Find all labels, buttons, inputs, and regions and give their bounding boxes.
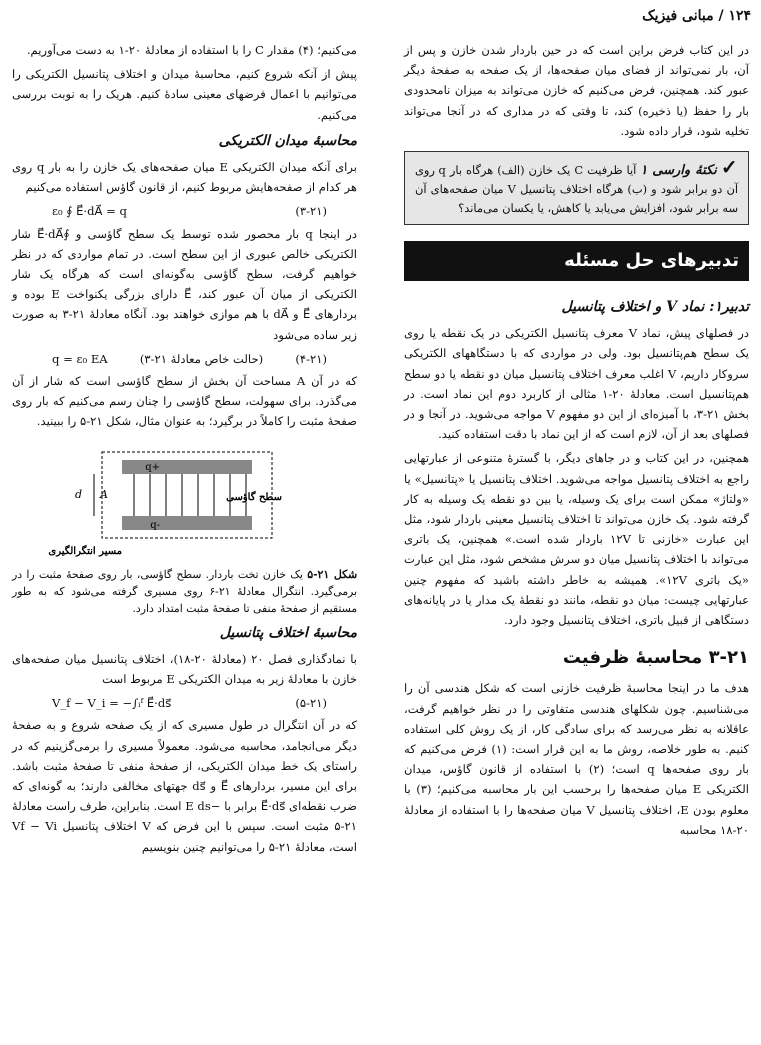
caption-label: شکل ۲۱-۵: [307, 567, 357, 581]
figure-caption: [12, 566, 357, 617]
paragraph: در این کتاب فرض براین است که در حین باردار شدن خازن و پس از آن، بار نمی‌تواند از فضای میان صفحه‌ها، از یک صفحه به صفحهٔ دیگر عبور کند. همچنین، فرض می‌کنیم که خازن می‌تواند به میزان نامحدودی بار را حفظ (یا ذخیره) کند، تا وقتی که در مداری که در آنجا می‌تواند تخلیه شود، قرار داده شود.: [404, 43, 749, 138]
tip-title: تدبیر۱: نماد V و اختلاف پتانسیل: [561, 299, 749, 316]
plus-q-label: +q: [145, 461, 160, 473]
equation-body: V_f − V_i = −∫ᵢᶠ E⃗·ds⃗: [52, 696, 172, 711]
minus-q-label: -q: [150, 519, 160, 531]
paragraph: می‌کنیم؛ (۴) مقدار C را با استفاده از معادلهٔ ۲۰-۱ به دست می‌آوریم.: [26, 43, 357, 57]
positive-plate: [122, 460, 252, 474]
paragraph: با نمادگذاری فصل ۲۰ (معادلهٔ ۲۰-۱۸)، اختلاف پتانسیل میان صفحه‌های خازن با معادلهٔ زیر به میدان الکتریکی E مربوط است: [12, 651, 358, 687]
paragraph: برای آنکه میدان الکتریکی E میان صفحه‌های یک خازن را به بار q روی هر کدام از صفحه‌هایش مربوط کنیم، از قانون گاؤس استفاده می‌کنیم: [12, 160, 357, 195]
path-label: مسیر انتگرالگیری: [48, 545, 122, 557]
subsection-heading: محاسبهٔ میدان الکتریکی: [218, 132, 357, 149]
equation-number: (۳-۲۱): [295, 204, 327, 219]
subsection-heading: محاسبهٔ اختلاف پتانسیل: [219, 624, 357, 641]
checkpoint-text: آیا ظرفیت C یک خازن (الف) هرگاه بار q روی آن دو برابر شود و (ب) هرگاه اختلاف پتانسیل V میان صفحه‌های آن سه برابر شود، افزایش می‌یابد یا کاهش، یا یکسان می‌ماند؟: [415, 163, 738, 216]
equation-body: q = ε₀ EA: [52, 351, 108, 366]
checkpoint-label: نکتهٔ وارسی ۱: [640, 163, 717, 179]
gaussian-surface-label: سطح گاؤسی: [226, 491, 282, 503]
right-column: [404, 40, 749, 844]
paragraph: همچنین، در این کتاب و در جاهای دیگر، با گسترهٔ متنوعی از عبارتهایی راجع به اختلاف پتانسیل مواجه می‌شوید. اختلاف پتانسیل یا «پتانسیل» یا «ولتاژ» ممکن است برای یک وسیله، یا بین دو نقطه یک وسیله به کار گرفته شود. یک خازن می‌تواند تا اختلاف پتانسیل معینی باردار شود، مثل این عبارت «خازنی تا ۱۲V باردار شده است.» همچنین، یک باتری می‌تواند با اختلاف پتانسیل میان دو سرش مشخص شود، مثل این عبارت «یک باتری ۱۲V». همیشه به خاطر داشته باشید که مفهوم چنین عبارتهایی چیست: میان دو نقطه، مانند دو نقطهٔ یک مدار یا در پایانه‌های دستگاهی از قبیل باتری، اختلاف پتانسیل وجود دارد.: [404, 451, 749, 628]
paragraph: هدف ما در اینجا محاسبهٔ ظرفیت خازنی است که شکل هندسی آن را می‌شناسیم. چون شکلهای هندسی متفاوتی را در نظر خواهیم گرفت، عاقلانه به نظر می‌رسد که برای سادگی کار، از یک روش کلی استفاده کنیم. به طور خلاصه، روش ما به این قرار است: (۱) فرض می‌کنیم که بار روی صفحه‌ها q است؛ (۲) با استفاده از قانون گاؤس، میدان الکتریکی E میان صفحه‌ها را برحسب این بار محاسبه می‌کنیم؛ (۳) با معلوم بودن E، اختلاف پتانسیل V میان صفحه‌ها را با استفاده از معادلهٔ ۲۰-۱۸ محاسبه: [404, 681, 750, 837]
capacitor-diagram: [12, 442, 357, 562]
capacitor-figure: [12, 442, 357, 562]
equation-number: (۴-۲۱): [295, 351, 327, 366]
paragraph: که در آن A مساحت آن بخش از سطح گاؤسی است که شار از آن می‌گذرد. برای سهولت، سطح گاؤسی را چنان رسم می‌کنیم که بار روی صفحهٔ مثبت را کاملاً در برگیرد؛ به عنوان مثال، شکل ۲۱-۵ را ببینید.: [12, 374, 357, 429]
section-heading: ۳-۲۱ محاسبهٔ ظرفیت: [562, 647, 749, 669]
equation: [12, 349, 357, 369]
equation-body: ε₀ ∮ E⃗·dA⃗ = q: [52, 204, 127, 219]
equation: [12, 201, 357, 221]
paragraph: در اینجا q بار محصور شده توسط یک سطح گاؤسی و ∮E⃗·dA⃗ شار الکتریکی خالص عبوری از این سطح است. در تمام مواردی که در نظر خواهیم گرفت، سطح گاؤسی به‌گونه‌ای است که هرگاه یک شار الکتریکی از میان آن عبور کند، E⃗ دارای بزرگی یکنواخت E بوده و بردارهای E⃗ و dA⃗ با هم موازی خواهند بود. آنگاه معادلهٔ ۲۱-۳ به صورت زیر ساده می‌شود: [12, 226, 357, 342]
equation: [12, 693, 357, 713]
tips-banner: تدبیرهای حل مسئله: [404, 241, 749, 281]
caption-text: یک خازن تخت باردار. سطح گاؤسی، بار روی صفحهٔ مثبت را در برمی‌گیرد. انتگرال معادلهٔ ۲۱-۶ روی مسیری گرفته می‌شود که به طور مستقیم از صفحهٔ منفی تا صفحهٔ مثبت امتداد دارد.: [12, 567, 357, 615]
equation-note: (حالت خاص معادلهٔ ۲۱-۳): [139, 351, 264, 366]
equation-number: (۵-۲۱): [295, 696, 327, 711]
paragraph: پیش از آنکه شروع کنیم، محاسبهٔ میدان و اختلاف پتانسیل الکتریکی را می‌توانیم با اعمال فرضهای معینی سادهٔ کنیم. هریک را به نوبت بررسی می‌کنیم.: [12, 67, 357, 122]
left-column: [12, 40, 357, 861]
check-icon: ✓: [720, 155, 739, 180]
d-label: d: [74, 487, 82, 501]
paragraph: در فصلهای پیش، نماد V معرف پتانسیل الکتریکی در یک نقطه یا روی یک سطح هم‌پتانسیل بود. ولی در مواردی که با دستگاههای الکتریکی سروکار داریم، V اغلب معرف اختلاف پتانسیل میان دو نقطه یا دو سطح هم‌پتانسیل است. معادلهٔ ۲۰-۱ مثالی از کاربرد دوم این نماد است. در بخش ۲۱-۳، با آمیزه‌ای از این دو مفهوم V مواجه می‌شوید. در آنجا و در فصلهای بعد از آن، لازم است که از این نماد با دقت استفاده کنید.: [404, 326, 750, 442]
area-label: A: [100, 487, 108, 501]
negative-plate: [122, 516, 252, 530]
checkpoint-box: [404, 151, 749, 225]
page-header: ۱۲۴ / مبانی فیزیک: [642, 8, 751, 24]
paragraph: که در آن انتگرال در طول مسیری که از یک صفحه شروع و به صفحهٔ دیگر می‌انجامد، محاسبه می‌شود. معمولاً مسیری را برمی‌گزینیم که در راستای یک خط میدان الکتریکی، از صفحهٔ منفی تا صفحهٔ مثبت باشد. برای این مسیر، بردارهای E⃗ و ds⃗ جهتهای مخالفی دارند؛ به گونه‌ای که ضرب نقطه‌ای E⃗·ds⃗ برابر با −E ds است. بنابراین، طرف راست معادلهٔ ۲۱-۵ مثبت است. سپس با این فرض که V اختلاف پتانسیل Vf − Vi است، معادلهٔ ۲۱-۵ را می‌توانیم چنین بنویسیم: [12, 718, 358, 854]
